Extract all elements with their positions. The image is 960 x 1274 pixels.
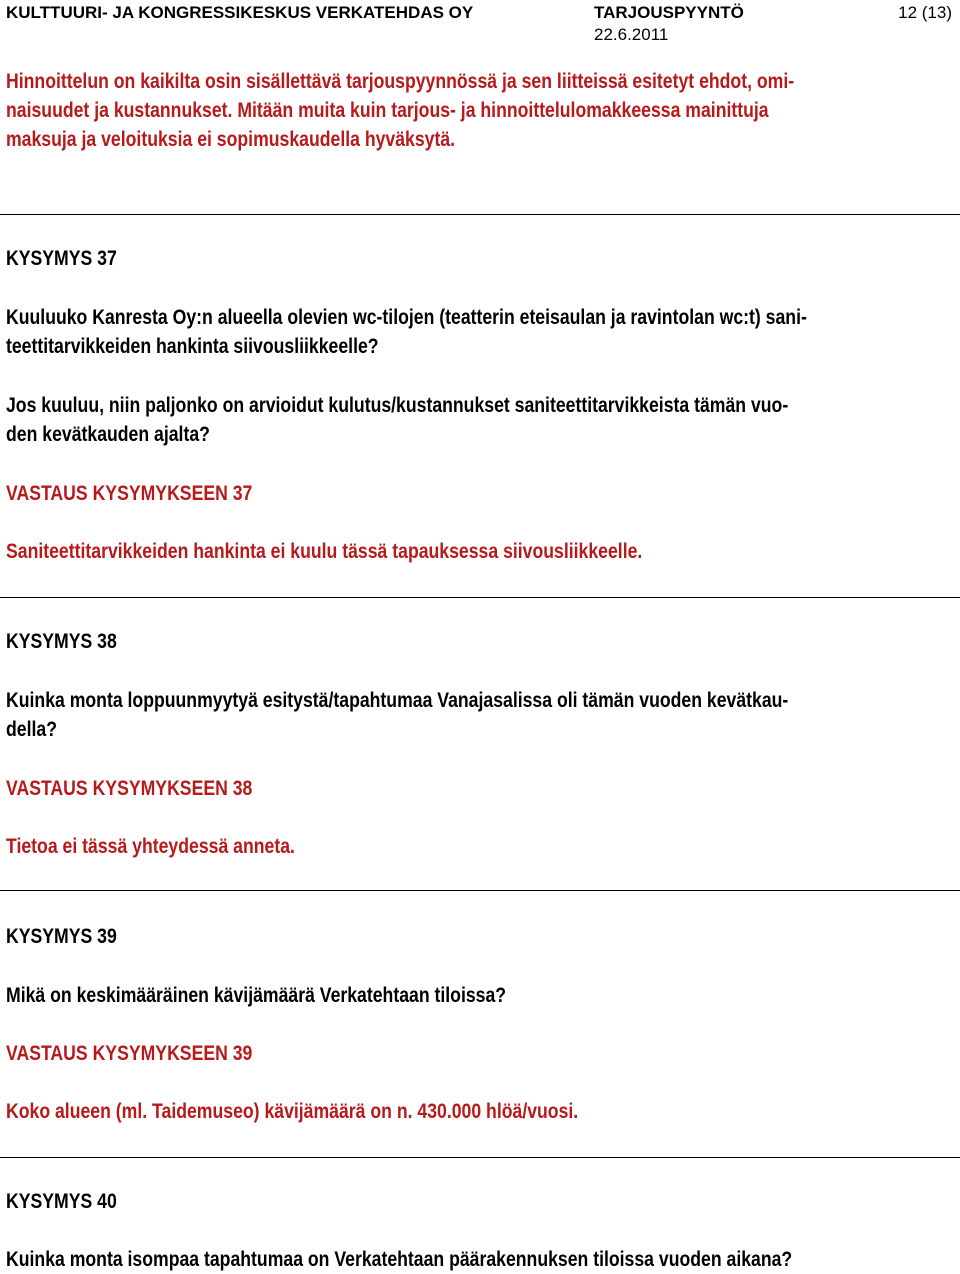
question-40-heading: KYSYMYS 40 xyxy=(6,1190,117,1213)
question-37-followup xyxy=(6,391,950,449)
section-divider xyxy=(0,214,960,215)
document-date: 22.6.2011 xyxy=(594,25,669,44)
question-line: Kuinka monta loppuunmyytyä esitystä/tapahtumaa Vanajasalissa oli tämän vuoden kevätkau- xyxy=(6,689,789,712)
intro-line: Hinnoittelun on kaikilta osin sisällettävä tarjouspyynnössä ja sen liitteissä esitetyt ehdot, omi- xyxy=(6,70,795,93)
question-39-heading: KYSYMYS 39 xyxy=(6,925,117,948)
question-38-text xyxy=(6,686,950,744)
intro-paragraph xyxy=(6,67,950,154)
question-37-heading: KYSYMYS 37 xyxy=(6,247,117,270)
page-header xyxy=(6,4,954,44)
answer-37-heading: VASTAUS KYSYMYKSEEN 37 xyxy=(6,482,253,505)
intro-line: naisuudet ja kustannukset. Mitään muita kuin tarjous- ja hinnoittelulomakkeessa mainittuja xyxy=(6,99,769,122)
question-40-text: Kuinka monta isompaa tapahtumaa on Verkatehtaan päärakennuksen tiloissa vuoden aikana? xyxy=(6,1248,793,1271)
organization-name: KULTTUURI- JA KONGRESSIKESKUS VERKATEHDAS OY xyxy=(6,3,474,22)
answer-38-heading: VASTAUS KYSYMYKSEEN 38 xyxy=(6,777,253,800)
answer-37-text: Saniteettitarvikkeiden hankinta ei kuulu tässä tapauksessa siivousliikkeelle. xyxy=(6,540,643,563)
question-39-text: Mikä on keskimääräinen kävijämäärä Verkatehtaan tiloissa? xyxy=(6,984,507,1007)
intro-line: maksuja ja veloituksia ei sopimuskaudella hyväksytä. xyxy=(6,128,456,151)
question-line: Kuuluuko Kanresta Oy:n alueella olevien wc-tilojen (teatterin eteisaulan ja ravintolan wc:t) sani- xyxy=(6,306,807,329)
question-38-heading: KYSYMYS 38 xyxy=(6,630,117,653)
document-type: TARJOUSPYYNTÖ xyxy=(594,3,744,22)
page-number: 12 (13) xyxy=(898,3,952,22)
question-line: della? xyxy=(6,718,57,741)
question-line: Jos kuuluu, niin paljonko on arvioidut kulutus/kustannukset saniteettitarvikkeista tämän vuo- xyxy=(6,394,789,417)
question-line: teettitarvikkeiden hankinta siivousliikkeelle? xyxy=(6,335,379,358)
question-line: den kevätkauden ajalta? xyxy=(6,423,210,446)
answer-38-text: Tietoa ei tässä yhteydessä anneta. xyxy=(6,835,295,858)
section-divider xyxy=(0,890,960,891)
question-37-text xyxy=(6,303,950,361)
section-divider xyxy=(0,597,960,598)
answer-39-text: Koko alueen (ml. Taidemuseo) kävijämäärä on n. 430.000 hlöä/vuosi. xyxy=(6,1100,579,1123)
section-divider xyxy=(0,1157,960,1158)
answer-39-heading: VASTAUS KYSYMYKSEEN 39 xyxy=(6,1042,253,1065)
